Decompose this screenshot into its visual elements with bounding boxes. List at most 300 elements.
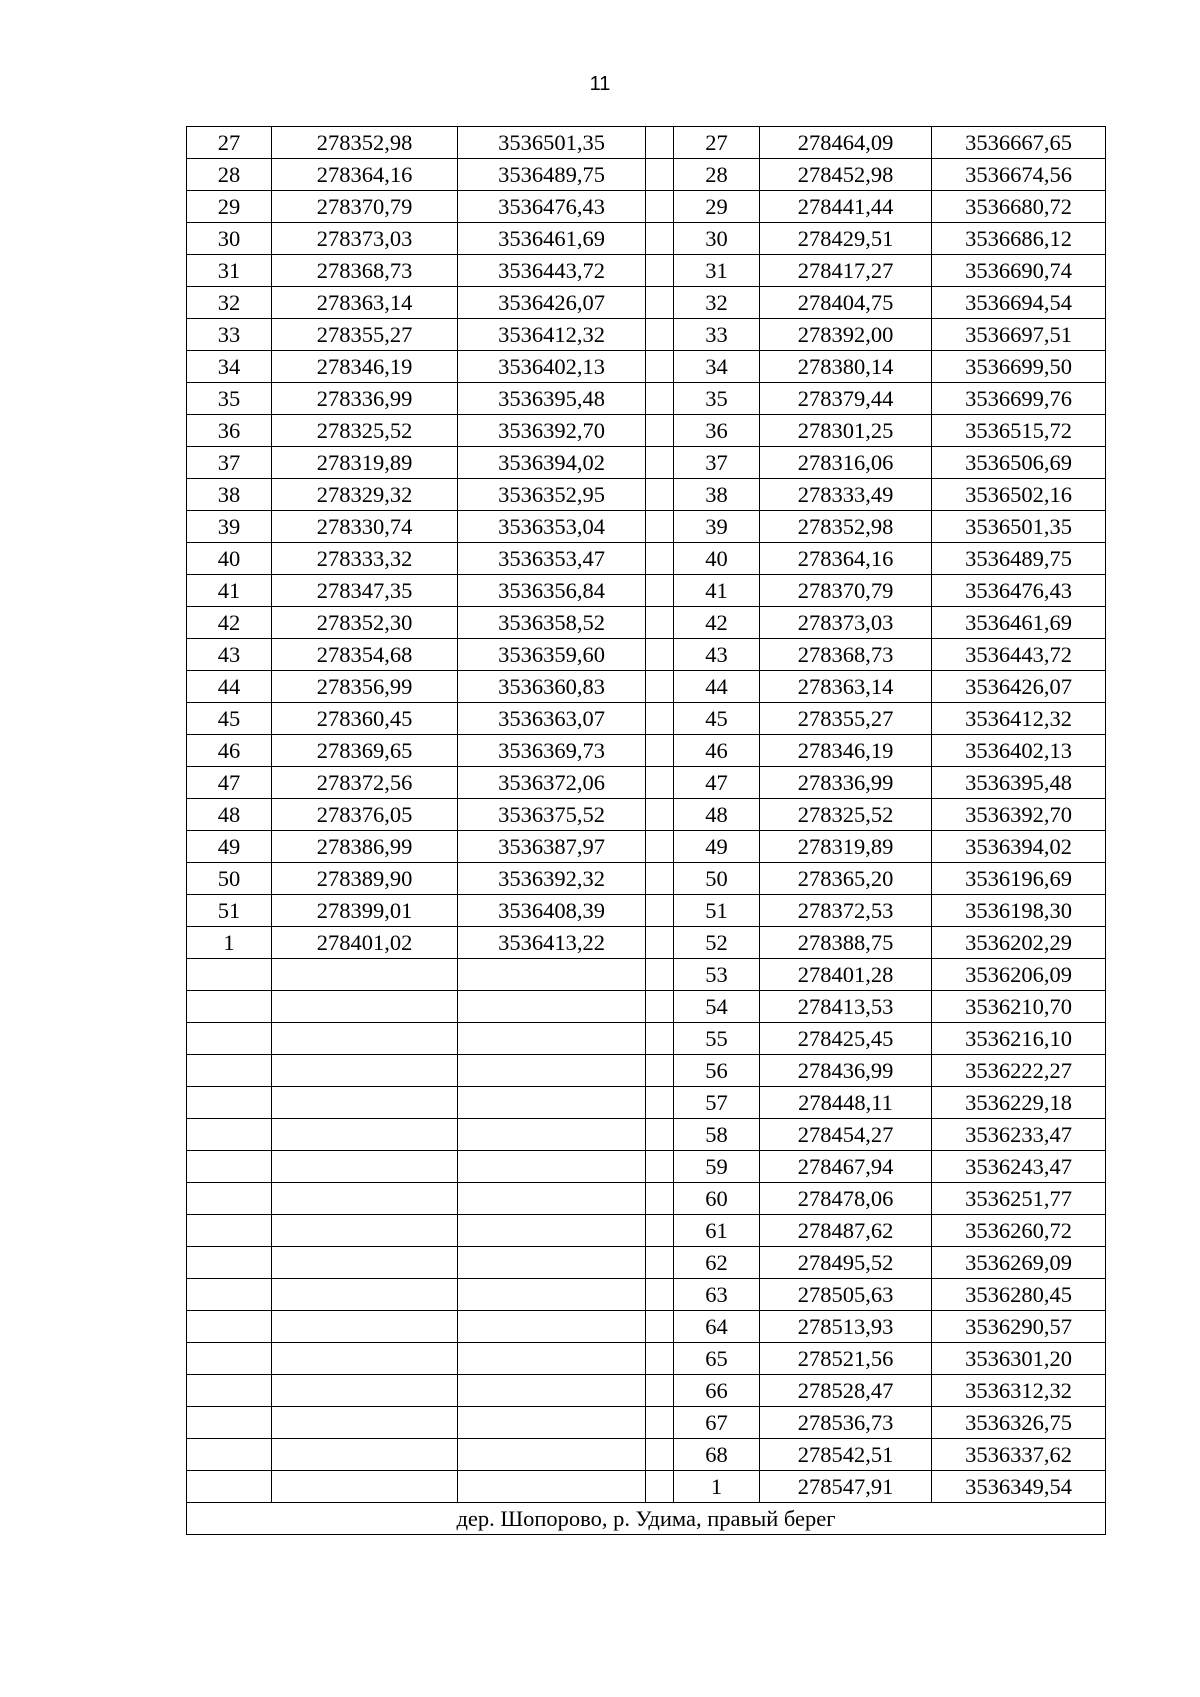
- right-point-number: 67: [674, 1407, 760, 1439]
- left-x-coordinate: [272, 1279, 458, 1311]
- right-x-coordinate: 278487,62: [760, 1215, 932, 1247]
- table-row: [187, 639, 1106, 671]
- right-point-number: 66: [674, 1375, 760, 1407]
- right-y-coordinate: 3536694,54: [932, 287, 1106, 319]
- table-row: [187, 191, 1106, 223]
- left-y-coordinate: [458, 1023, 646, 1055]
- table-row: [187, 1023, 1106, 1055]
- left-y-coordinate: [458, 1279, 646, 1311]
- right-x-coordinate: 278380,14: [760, 351, 932, 383]
- right-y-coordinate: 3536394,02: [932, 831, 1106, 863]
- table-row: [187, 991, 1106, 1023]
- separator-cell: [646, 255, 674, 287]
- left-x-coordinate: 278347,35: [272, 575, 458, 607]
- table-row: [187, 799, 1106, 831]
- right-point-number: 49: [674, 831, 760, 863]
- right-point-number: 55: [674, 1023, 760, 1055]
- right-x-coordinate: 278352,98: [760, 511, 932, 543]
- table-row: [187, 1407, 1106, 1439]
- right-point-number: 48: [674, 799, 760, 831]
- left-x-coordinate: 278336,99: [272, 383, 458, 415]
- right-y-coordinate: 3536395,48: [932, 767, 1106, 799]
- table-row: [187, 1247, 1106, 1279]
- right-x-coordinate: 278454,27: [760, 1119, 932, 1151]
- table-row: [187, 1279, 1106, 1311]
- table-row: [187, 1087, 1106, 1119]
- right-y-coordinate: 3536412,32: [932, 703, 1106, 735]
- left-y-coordinate: [458, 1119, 646, 1151]
- separator-cell: [646, 639, 674, 671]
- right-point-number: 68: [674, 1439, 760, 1471]
- left-point-number: 32: [187, 287, 272, 319]
- right-x-coordinate: 278364,16: [760, 543, 932, 575]
- right-point-number: 60: [674, 1183, 760, 1215]
- separator-cell: [646, 383, 674, 415]
- right-x-coordinate: 278448,11: [760, 1087, 932, 1119]
- right-x-coordinate: 278316,06: [760, 447, 932, 479]
- left-y-coordinate: 3536489,75: [458, 159, 646, 191]
- right-x-coordinate: 278513,93: [760, 1311, 932, 1343]
- right-point-number: 61: [674, 1215, 760, 1247]
- separator-cell: [646, 863, 674, 895]
- left-x-coordinate: 278372,56: [272, 767, 458, 799]
- separator-cell: [646, 191, 674, 223]
- left-y-coordinate: [458, 959, 646, 991]
- right-y-coordinate: 3536667,65: [932, 127, 1106, 159]
- left-y-coordinate: [458, 991, 646, 1023]
- right-x-coordinate: 278370,79: [760, 575, 932, 607]
- right-y-coordinate: 3536515,72: [932, 415, 1106, 447]
- left-x-coordinate: [272, 1311, 458, 1343]
- left-y-coordinate: [458, 1055, 646, 1087]
- left-x-coordinate: 278368,73: [272, 255, 458, 287]
- right-point-number: 59: [674, 1151, 760, 1183]
- right-x-coordinate: 278333,49: [760, 479, 932, 511]
- left-point-number: 38: [187, 479, 272, 511]
- table-row: [187, 127, 1106, 159]
- left-x-coordinate: [272, 1247, 458, 1279]
- right-x-coordinate: 278425,45: [760, 1023, 932, 1055]
- left-y-coordinate: 3536413,22: [458, 927, 646, 959]
- right-point-number: 54: [674, 991, 760, 1023]
- separator-cell: [646, 447, 674, 479]
- right-y-coordinate: 3536198,30: [932, 895, 1106, 927]
- right-point-number: 33: [674, 319, 760, 351]
- left-x-coordinate: 278360,45: [272, 703, 458, 735]
- right-x-coordinate: 278536,73: [760, 1407, 932, 1439]
- table-row: [187, 1215, 1106, 1247]
- right-x-coordinate: 278363,14: [760, 671, 932, 703]
- right-y-coordinate: 3536233,47: [932, 1119, 1106, 1151]
- right-y-coordinate: 3536301,20: [932, 1343, 1106, 1375]
- left-point-number: [187, 1471, 272, 1503]
- separator-cell: [646, 1247, 674, 1279]
- table-row: [187, 767, 1106, 799]
- right-x-coordinate: 278325,52: [760, 799, 932, 831]
- table-row: [187, 543, 1106, 575]
- left-y-coordinate: 3536426,07: [458, 287, 646, 319]
- right-y-coordinate: 3536680,72: [932, 191, 1106, 223]
- right-y-coordinate: 3536392,70: [932, 799, 1106, 831]
- left-x-coordinate: 278364,16: [272, 159, 458, 191]
- right-y-coordinate: 3536426,07: [932, 671, 1106, 703]
- separator-cell: [646, 575, 674, 607]
- right-y-coordinate: 3536337,62: [932, 1439, 1106, 1471]
- right-y-coordinate: 3536699,50: [932, 351, 1106, 383]
- right-point-number: 45: [674, 703, 760, 735]
- separator-cell: [646, 1439, 674, 1471]
- left-x-coordinate: 278346,19: [272, 351, 458, 383]
- left-point-number: [187, 1215, 272, 1247]
- separator-cell: [646, 1407, 674, 1439]
- left-x-coordinate: 278355,27: [272, 319, 458, 351]
- separator-cell: [646, 1471, 674, 1503]
- right-point-number: 64: [674, 1311, 760, 1343]
- table-row: [187, 1471, 1106, 1503]
- left-point-number: [187, 1183, 272, 1215]
- right-y-coordinate: 3536326,75: [932, 1407, 1106, 1439]
- left-y-coordinate: 3536353,04: [458, 511, 646, 543]
- right-x-coordinate: 278404,75: [760, 287, 932, 319]
- right-x-coordinate: 278392,00: [760, 319, 932, 351]
- left-point-number: [187, 1343, 272, 1375]
- right-y-coordinate: 3536243,47: [932, 1151, 1106, 1183]
- right-y-coordinate: 3536210,70: [932, 991, 1106, 1023]
- right-x-coordinate: 278373,03: [760, 607, 932, 639]
- right-x-coordinate: 278429,51: [760, 223, 932, 255]
- right-x-coordinate: 278417,27: [760, 255, 932, 287]
- table-row: [187, 1119, 1106, 1151]
- left-point-number: [187, 1151, 272, 1183]
- left-x-coordinate: 278386,99: [272, 831, 458, 863]
- table-row: [187, 255, 1106, 287]
- right-x-coordinate: 278436,99: [760, 1055, 932, 1087]
- separator-cell: [646, 1343, 674, 1375]
- left-point-number: 48: [187, 799, 272, 831]
- right-y-coordinate: 3536260,72: [932, 1215, 1106, 1247]
- right-point-number: 50: [674, 863, 760, 895]
- right-x-coordinate: 278413,53: [760, 991, 932, 1023]
- left-y-coordinate: 3536412,32: [458, 319, 646, 351]
- left-x-coordinate: 278376,05: [272, 799, 458, 831]
- table-row: [187, 287, 1106, 319]
- right-x-coordinate: 278355,27: [760, 703, 932, 735]
- left-y-coordinate: 3536363,07: [458, 703, 646, 735]
- right-point-number: 31: [674, 255, 760, 287]
- separator-cell: [646, 895, 674, 927]
- left-y-coordinate: [458, 1151, 646, 1183]
- table-row: [187, 959, 1106, 991]
- right-point-number: 52: [674, 927, 760, 959]
- separator-cell: [646, 703, 674, 735]
- left-y-coordinate: [458, 1247, 646, 1279]
- right-x-coordinate: 278379,44: [760, 383, 932, 415]
- separator-cell: [646, 1279, 674, 1311]
- left-x-coordinate: [272, 1439, 458, 1471]
- right-y-coordinate: 3536476,43: [932, 575, 1106, 607]
- left-x-coordinate: 278330,74: [272, 511, 458, 543]
- table-row: [187, 895, 1106, 927]
- right-y-coordinate: 3536686,12: [932, 223, 1106, 255]
- right-y-coordinate: 3536699,76: [932, 383, 1106, 415]
- left-y-coordinate: 3536443,72: [458, 255, 646, 287]
- right-x-coordinate: 278528,47: [760, 1375, 932, 1407]
- left-x-coordinate: 278401,02: [272, 927, 458, 959]
- right-point-number: 56: [674, 1055, 760, 1087]
- left-x-coordinate: [272, 1023, 458, 1055]
- right-y-coordinate: 3536506,69: [932, 447, 1106, 479]
- table-row: [187, 703, 1106, 735]
- right-x-coordinate: 278301,25: [760, 415, 932, 447]
- right-y-coordinate: 3536216,10: [932, 1023, 1106, 1055]
- caption-row: [187, 1503, 1106, 1535]
- right-point-number: 27: [674, 127, 760, 159]
- right-y-coordinate: 3536206,09: [932, 959, 1106, 991]
- left-y-coordinate: 3536352,95: [458, 479, 646, 511]
- table-row: [187, 671, 1106, 703]
- left-point-number: [187, 991, 272, 1023]
- separator-cell: [646, 1375, 674, 1407]
- right-y-coordinate: 3536690,74: [932, 255, 1106, 287]
- right-point-number: 46: [674, 735, 760, 767]
- separator-cell: [646, 1215, 674, 1247]
- right-y-coordinate: 3536280,45: [932, 1279, 1106, 1311]
- left-point-number: [187, 1087, 272, 1119]
- left-x-coordinate: [272, 1183, 458, 1215]
- left-y-coordinate: 3536356,84: [458, 575, 646, 607]
- table-row: [187, 511, 1106, 543]
- left-x-coordinate: 278333,32: [272, 543, 458, 575]
- right-y-coordinate: 3536229,18: [932, 1087, 1106, 1119]
- right-x-coordinate: 278547,91: [760, 1471, 932, 1503]
- separator-cell: [646, 735, 674, 767]
- left-x-coordinate: [272, 1343, 458, 1375]
- coordinates-table: [186, 126, 1106, 1535]
- left-point-number: 28: [187, 159, 272, 191]
- table-caption: дер. Шопорово, р. Удима, правый берег: [187, 1503, 1106, 1535]
- left-y-coordinate: [458, 1471, 646, 1503]
- left-x-coordinate: 278373,03: [272, 223, 458, 255]
- right-y-coordinate: 3536443,72: [932, 639, 1106, 671]
- left-y-coordinate: [458, 1087, 646, 1119]
- right-y-coordinate: 3536312,32: [932, 1375, 1106, 1407]
- right-x-coordinate: 278464,09: [760, 127, 932, 159]
- left-point-number: [187, 1439, 272, 1471]
- right-x-coordinate: 278542,51: [760, 1439, 932, 1471]
- left-y-coordinate: 3536392,32: [458, 863, 646, 895]
- left-y-coordinate: 3536408,39: [458, 895, 646, 927]
- left-x-coordinate: 278363,14: [272, 287, 458, 319]
- separator-cell: [646, 671, 674, 703]
- separator-cell: [646, 127, 674, 159]
- left-y-coordinate: 3536359,60: [458, 639, 646, 671]
- table-row: [187, 415, 1106, 447]
- left-x-coordinate: 278356,99: [272, 671, 458, 703]
- right-point-number: 43: [674, 639, 760, 671]
- right-point-number: 47: [674, 767, 760, 799]
- separator-cell: [646, 415, 674, 447]
- right-y-coordinate: 3536290,57: [932, 1311, 1106, 1343]
- separator-cell: [646, 1151, 674, 1183]
- right-point-number: 65: [674, 1343, 760, 1375]
- right-point-number: 39: [674, 511, 760, 543]
- left-point-number: 43: [187, 639, 272, 671]
- separator-cell: [646, 1055, 674, 1087]
- right-point-number: 41: [674, 575, 760, 607]
- separator-cell: [646, 831, 674, 863]
- left-point-number: 29: [187, 191, 272, 223]
- left-y-coordinate: 3536395,48: [458, 383, 646, 415]
- left-y-coordinate: 3536360,83: [458, 671, 646, 703]
- right-y-coordinate: 3536202,29: [932, 927, 1106, 959]
- table-row: [187, 1375, 1106, 1407]
- table-row: [187, 319, 1106, 351]
- table-row: [187, 575, 1106, 607]
- separator-cell: [646, 799, 674, 831]
- left-point-number: 49: [187, 831, 272, 863]
- left-x-coordinate: [272, 959, 458, 991]
- right-point-number: 51: [674, 895, 760, 927]
- left-point-number: [187, 1023, 272, 1055]
- left-point-number: 42: [187, 607, 272, 639]
- left-x-coordinate: 278370,79: [272, 191, 458, 223]
- right-point-number: 37: [674, 447, 760, 479]
- right-point-number: 53: [674, 959, 760, 991]
- right-y-coordinate: 3536251,77: [932, 1183, 1106, 1215]
- separator-cell: [646, 1087, 674, 1119]
- right-x-coordinate: 278467,94: [760, 1151, 932, 1183]
- table-row: [187, 479, 1106, 511]
- left-point-number: 31: [187, 255, 272, 287]
- left-point-number: [187, 1311, 272, 1343]
- table-row: [187, 927, 1106, 959]
- separator-cell: [646, 991, 674, 1023]
- table-row: [187, 1343, 1106, 1375]
- left-x-coordinate: [272, 1375, 458, 1407]
- table-row: [187, 1439, 1106, 1471]
- left-x-coordinate: 278319,89: [272, 447, 458, 479]
- right-point-number: 40: [674, 543, 760, 575]
- separator-cell: [646, 959, 674, 991]
- separator-cell: [646, 607, 674, 639]
- left-y-coordinate: 3536358,52: [458, 607, 646, 639]
- left-x-coordinate: [272, 1119, 458, 1151]
- separator-cell: [646, 927, 674, 959]
- right-point-number: 62: [674, 1247, 760, 1279]
- table-row: [187, 1151, 1106, 1183]
- left-x-coordinate: [272, 1151, 458, 1183]
- left-point-number: 40: [187, 543, 272, 575]
- left-y-coordinate: 3536461,69: [458, 223, 646, 255]
- left-x-coordinate: 278329,32: [272, 479, 458, 511]
- left-point-number: 27: [187, 127, 272, 159]
- right-x-coordinate: 278495,52: [760, 1247, 932, 1279]
- right-point-number: 1: [674, 1471, 760, 1503]
- separator-cell: [646, 1183, 674, 1215]
- left-x-coordinate: [272, 1055, 458, 1087]
- table-row: [187, 1183, 1106, 1215]
- table-row: [187, 159, 1106, 191]
- right-y-coordinate: 3536269,09: [932, 1247, 1106, 1279]
- left-x-coordinate: [272, 1215, 458, 1247]
- right-point-number: 44: [674, 671, 760, 703]
- right-point-number: 38: [674, 479, 760, 511]
- right-point-number: 30: [674, 223, 760, 255]
- right-point-number: 35: [674, 383, 760, 415]
- separator-cell: [646, 1023, 674, 1055]
- right-point-number: 58: [674, 1119, 760, 1151]
- left-point-number: 44: [187, 671, 272, 703]
- left-x-coordinate: [272, 991, 458, 1023]
- left-y-coordinate: [458, 1215, 646, 1247]
- left-point-number: 37: [187, 447, 272, 479]
- right-y-coordinate: 3536461,69: [932, 607, 1106, 639]
- right-point-number: 29: [674, 191, 760, 223]
- separator-cell: [646, 319, 674, 351]
- right-point-number: 36: [674, 415, 760, 447]
- table-row: [187, 1311, 1106, 1343]
- left-point-number: 51: [187, 895, 272, 927]
- left-point-number: [187, 1279, 272, 1311]
- left-x-coordinate: [272, 1407, 458, 1439]
- left-point-number: [187, 1407, 272, 1439]
- separator-cell: [646, 223, 674, 255]
- right-x-coordinate: 278365,20: [760, 863, 932, 895]
- table-row: [187, 735, 1106, 767]
- right-x-coordinate: 278441,44: [760, 191, 932, 223]
- left-x-coordinate: 278354,68: [272, 639, 458, 671]
- left-y-coordinate: 3536369,73: [458, 735, 646, 767]
- right-y-coordinate: 3536502,16: [932, 479, 1106, 511]
- right-x-coordinate: 278346,19: [760, 735, 932, 767]
- right-y-coordinate: 3536349,54: [932, 1471, 1106, 1503]
- left-x-coordinate: 278352,98: [272, 127, 458, 159]
- right-x-coordinate: 278372,53: [760, 895, 932, 927]
- left-y-coordinate: [458, 1375, 646, 1407]
- table-row: [187, 1055, 1106, 1087]
- right-point-number: 34: [674, 351, 760, 383]
- left-y-coordinate: 3536476,43: [458, 191, 646, 223]
- left-x-coordinate: 278352,30: [272, 607, 458, 639]
- left-y-coordinate: [458, 1343, 646, 1375]
- right-y-coordinate: 3536501,35: [932, 511, 1106, 543]
- left-point-number: [187, 1055, 272, 1087]
- right-x-coordinate: 278401,28: [760, 959, 932, 991]
- left-point-number: 45: [187, 703, 272, 735]
- right-x-coordinate: 278336,99: [760, 767, 932, 799]
- separator-cell: [646, 479, 674, 511]
- left-y-coordinate: 3536501,35: [458, 127, 646, 159]
- separator-cell: [646, 1311, 674, 1343]
- left-point-number: 39: [187, 511, 272, 543]
- left-point-number: 46: [187, 735, 272, 767]
- left-point-number: 1: [187, 927, 272, 959]
- left-x-coordinate: 278369,65: [272, 735, 458, 767]
- left-point-number: 35: [187, 383, 272, 415]
- right-x-coordinate: 278452,98: [760, 159, 932, 191]
- page-number: 11: [589, 73, 611, 95]
- left-y-coordinate: [458, 1439, 646, 1471]
- right-point-number: 63: [674, 1279, 760, 1311]
- left-point-number: [187, 1247, 272, 1279]
- left-point-number: [187, 1375, 272, 1407]
- left-point-number: 34: [187, 351, 272, 383]
- left-x-coordinate: 278325,52: [272, 415, 458, 447]
- right-point-number: 28: [674, 159, 760, 191]
- left-y-coordinate: 3536394,02: [458, 447, 646, 479]
- left-y-coordinate: 3536387,97: [458, 831, 646, 863]
- coordinates-table-body: [187, 127, 1106, 1503]
